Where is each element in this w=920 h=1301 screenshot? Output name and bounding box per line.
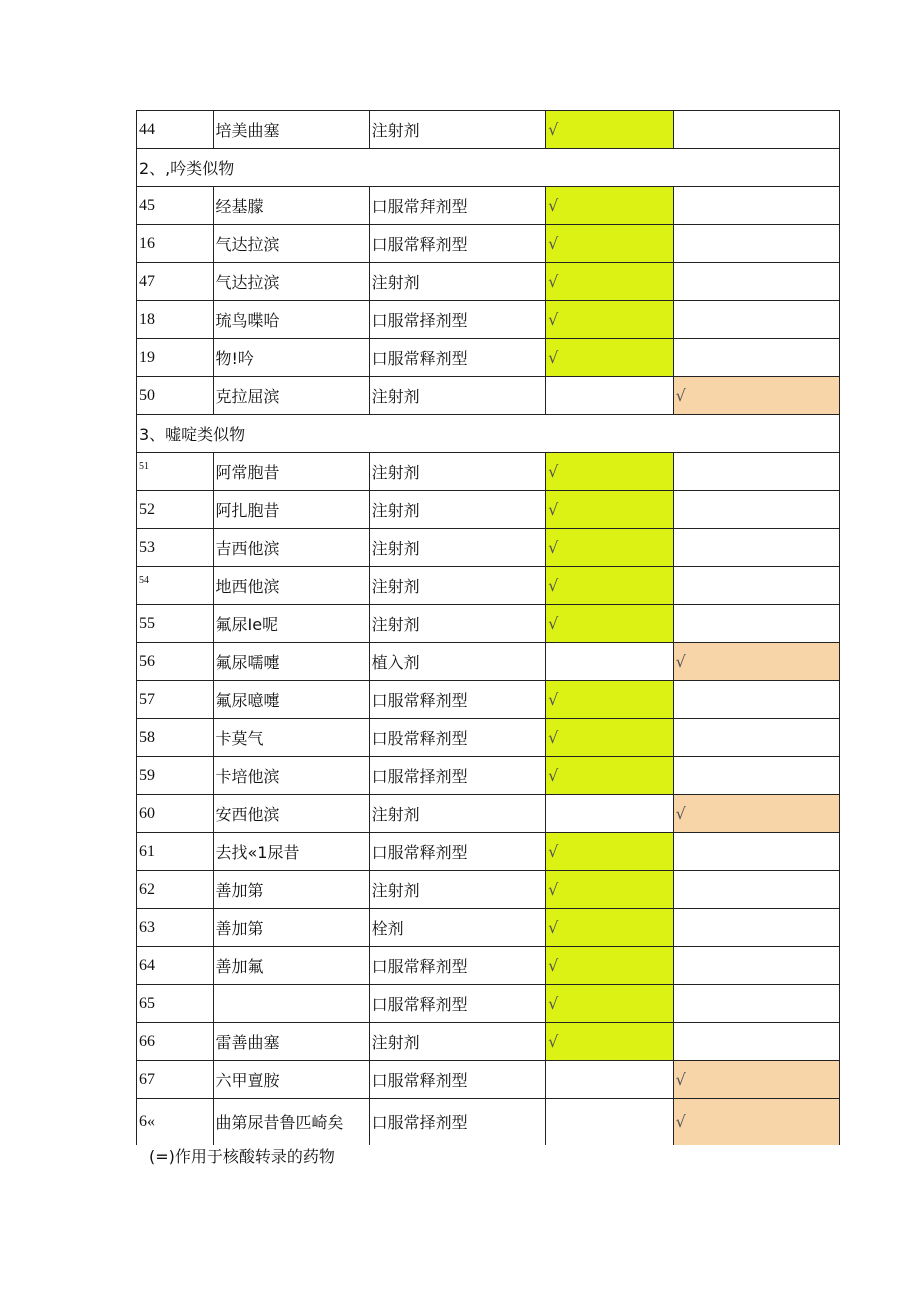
check-mark: √ — [548, 348, 559, 367]
table-row — [137, 795, 840, 833]
drug-name: 卡培他滨 — [213, 757, 369, 795]
table-row — [137, 263, 840, 301]
category-a-cell — [546, 491, 674, 529]
category-b-cell — [673, 453, 839, 491]
table-row — [137, 111, 840, 149]
check-mark: √ — [548, 614, 559, 633]
category-a-cell — [546, 339, 674, 377]
category-a-cell — [546, 453, 674, 491]
dosage-form: 注射剂 — [369, 377, 546, 415]
category-b-cell — [673, 681, 839, 719]
dosage-form: 注射剂 — [369, 795, 546, 833]
table-row — [137, 377, 840, 415]
category-a-cell — [546, 871, 674, 909]
category-b-cell — [673, 377, 839, 415]
drug-name: 氟尿噫嚏 — [213, 681, 369, 719]
row-number: 64 — [137, 947, 214, 985]
row-number: 61 — [137, 833, 214, 871]
category-b-cell — [673, 339, 839, 377]
dosage-form: 口服常择剂型 — [369, 757, 546, 795]
row-number: 66 — [137, 1023, 214, 1061]
category-a-cell — [546, 909, 674, 947]
table-row — [137, 339, 840, 377]
check-mark: √ — [675, 386, 686, 405]
drug-name: 培美曲塞 — [213, 111, 369, 149]
category-b-cell — [673, 871, 839, 909]
row-number: 57 — [137, 681, 214, 719]
check-mark: √ — [548, 538, 559, 557]
dosage-form: 注射剂 — [369, 111, 546, 149]
drug-name: 去找«1尿昔 — [213, 833, 369, 871]
category-a-cell — [546, 1023, 674, 1061]
table-row — [137, 1061, 840, 1099]
category-b-cell — [673, 757, 839, 795]
category-a-cell — [546, 643, 674, 681]
category-b-cell — [673, 301, 839, 339]
row-number: 63 — [137, 909, 214, 947]
drug-name: 善加第 — [213, 909, 369, 947]
category-a-cell — [546, 605, 674, 643]
drug-name: 雷善曲塞 — [213, 1023, 369, 1061]
dosage-form: 植入剂 — [369, 643, 546, 681]
table-row — [137, 1023, 840, 1061]
check-mark: √ — [675, 804, 686, 823]
category-b-cell — [673, 529, 839, 567]
drug-name: 物!吟 — [213, 339, 369, 377]
check-mark: √ — [548, 196, 559, 215]
check-mark: √ — [548, 766, 559, 785]
category-b-cell — [673, 1023, 839, 1061]
drug-name: 阿扎胞昔 — [213, 491, 369, 529]
category-a-cell — [546, 947, 674, 985]
table-row — [137, 453, 840, 491]
dosage-form: 口服常释剂型 — [369, 1061, 546, 1099]
row-number: 60 — [137, 795, 214, 833]
row-number: 62 — [137, 871, 214, 909]
check-mark: √ — [548, 310, 559, 329]
category-a-cell — [546, 187, 674, 225]
check-mark: √ — [548, 728, 559, 747]
category-b-cell — [673, 795, 839, 833]
check-mark: √ — [548, 880, 559, 899]
row-number: 45 — [137, 187, 214, 225]
category-b-cell — [673, 111, 839, 149]
category-a-cell — [546, 529, 674, 567]
category-a-cell — [546, 301, 674, 339]
category-b-cell — [673, 947, 839, 985]
category-a-cell — [546, 719, 674, 757]
check-mark: √ — [548, 918, 559, 937]
drug-name: 气达拉滨 — [213, 225, 369, 263]
drug-table-body — [137, 111, 840, 1145]
check-mark: √ — [548, 234, 559, 253]
table-row — [137, 719, 840, 757]
dosage-form: 注射剂 — [369, 453, 546, 491]
category-a-cell — [546, 567, 674, 605]
dosage-form: 注射剂 — [369, 1023, 546, 1061]
drug-name: 曲第尿昔鲁匹崎矣 — [213, 1099, 369, 1145]
category-b-cell — [673, 225, 839, 263]
dosage-form: 注射剂 — [369, 491, 546, 529]
check-mark: √ — [548, 994, 559, 1013]
check-mark: √ — [675, 1112, 686, 1132]
check-mark: √ — [548, 500, 559, 519]
drug-name: 克拉屈滨 — [213, 377, 369, 415]
section-title: 2、,吟类似物 — [137, 149, 840, 187]
category-b-cell — [673, 643, 839, 681]
category-a-cell — [546, 1099, 674, 1145]
dosage-form: 口服常拜剂型 — [369, 187, 546, 225]
category-a-cell — [546, 263, 674, 301]
row-number: 59 — [137, 757, 214, 795]
drug-name — [213, 985, 369, 1023]
check-mark: √ — [548, 842, 559, 861]
table-row — [137, 871, 840, 909]
table-row — [137, 757, 840, 795]
check-mark: √ — [548, 272, 559, 291]
drug-name: 气达拉滨 — [213, 263, 369, 301]
category-a-cell — [546, 377, 674, 415]
category-b-cell — [673, 1061, 839, 1099]
category-b-cell — [673, 491, 839, 529]
category-b-cell — [673, 605, 839, 643]
row-number: 67 — [137, 1061, 214, 1099]
check-mark: √ — [548, 462, 559, 481]
table-row — [137, 681, 840, 719]
dosage-form: 注射剂 — [369, 871, 546, 909]
table-row — [137, 567, 840, 605]
category-b-cell — [673, 263, 839, 301]
row-number: 58 — [137, 719, 214, 757]
category-a-cell — [546, 833, 674, 871]
table-row — [137, 187, 840, 225]
table-row — [137, 529, 840, 567]
table-row — [137, 985, 840, 1023]
table-row — [137, 1099, 840, 1145]
drug-name: 安西他滨 — [213, 795, 369, 833]
drug-name: 琉鸟喋哈 — [213, 301, 369, 339]
drug-name: 氟尿嚅嚏 — [213, 643, 369, 681]
row-number: 50 — [137, 377, 214, 415]
drug-name: 氟尿Ie呢 — [213, 605, 369, 643]
category-b-cell — [673, 567, 839, 605]
dosage-form: 口服常释剂型 — [369, 947, 546, 985]
dosage-form: 口服常择剂型 — [369, 301, 546, 339]
category-b-cell — [673, 1099, 839, 1145]
dosage-form: 口股常释剂型 — [369, 719, 546, 757]
row-number: 16 — [137, 225, 214, 263]
table-row — [137, 833, 840, 871]
drug-name: 阿常胞昔 — [213, 453, 369, 491]
drug-name: 六甲亶胺 — [213, 1061, 369, 1099]
table-row — [137, 643, 840, 681]
dosage-form: 口服常释剂型 — [369, 833, 546, 871]
category-a-cell — [546, 111, 674, 149]
section-title: 3、嘘啶类似物 — [137, 415, 840, 453]
table-row — [137, 491, 840, 529]
row-number: 47 — [137, 263, 214, 301]
check-mark: √ — [675, 1070, 686, 1089]
dosage-form: 注射剂 — [369, 529, 546, 567]
category-b-cell — [673, 909, 839, 947]
category-a-cell — [546, 225, 674, 263]
row-number: 53 — [137, 529, 214, 567]
category-b-cell — [673, 833, 839, 871]
check-mark: √ — [548, 120, 559, 139]
drug-name: 地西他滨 — [213, 567, 369, 605]
category-a-cell — [546, 681, 674, 719]
row-number: 51 — [137, 453, 214, 491]
check-mark: √ — [548, 576, 559, 595]
row-number: 6« — [137, 1099, 214, 1145]
drug-name: 吉西他滨 — [213, 529, 369, 567]
dosage-form: 栓剂 — [369, 909, 546, 947]
dosage-form: 口服常释剂型 — [369, 225, 546, 263]
dosage-form: 口服常择剂型 — [369, 1099, 546, 1145]
section-row — [137, 415, 840, 453]
row-number: 65 — [137, 985, 214, 1023]
drug-name: 善加氟 — [213, 947, 369, 985]
drug-name: 经基朦 — [213, 187, 369, 225]
category-b-cell — [673, 187, 839, 225]
dosage-form: 注射剂 — [369, 263, 546, 301]
row-number: 44 — [137, 111, 214, 149]
row-number: 52 — [137, 491, 214, 529]
check-mark: √ — [675, 652, 686, 671]
table-row — [137, 909, 840, 947]
category-a-cell — [546, 757, 674, 795]
category-a-cell — [546, 795, 674, 833]
table-row — [137, 605, 840, 643]
category-b-cell — [673, 985, 839, 1023]
row-number: 54 — [137, 567, 214, 605]
drug-table — [136, 110, 840, 1145]
row-number: 56 — [137, 643, 214, 681]
check-mark: √ — [548, 1032, 559, 1051]
table-row — [137, 947, 840, 985]
dosage-form: 注射剂 — [369, 567, 546, 605]
table-row — [137, 301, 840, 339]
drug-name: 卡莫气 — [213, 719, 369, 757]
row-number: 55 — [137, 605, 214, 643]
dosage-form: 口服常释剂型 — [369, 985, 546, 1023]
category-a-cell — [546, 1061, 674, 1099]
row-number: 19 — [137, 339, 214, 377]
row-number: 18 — [137, 301, 214, 339]
category-a-cell — [546, 985, 674, 1023]
check-mark: √ — [548, 690, 559, 709]
category-b-cell — [673, 719, 839, 757]
dosage-form: 口服常释剂型 — [369, 339, 546, 377]
section-row — [137, 149, 840, 187]
dosage-form: 口服常释剂型 — [369, 681, 546, 719]
table-row — [137, 225, 840, 263]
section-heading-transcription: (=)作用于核酸转录的药物 — [149, 1147, 335, 1166]
drug-name: 善加第 — [213, 871, 369, 909]
dosage-form: 注射剂 — [369, 605, 546, 643]
check-mark: √ — [548, 956, 559, 975]
